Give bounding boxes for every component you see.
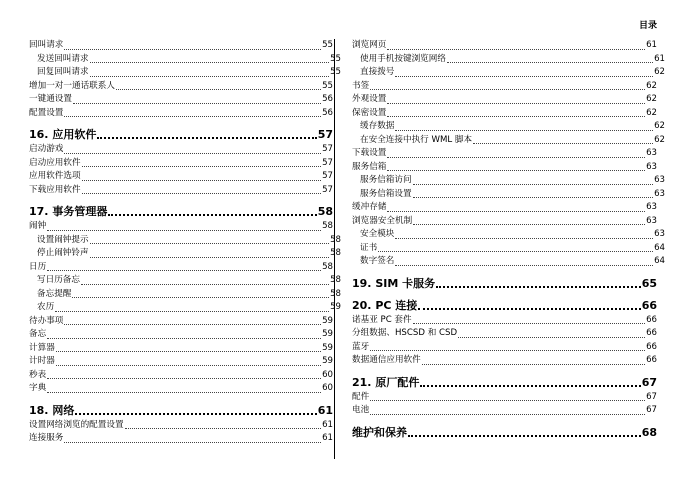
- dot-leader: [64, 442, 321, 443]
- dot-leader: [56, 365, 321, 366]
- toc-label: 服务信箱设置: [360, 188, 412, 199]
- toc-page-number: 62: [646, 80, 657, 91]
- toc-label: 书签: [352, 80, 370, 91]
- toc-page-number: 61: [322, 419, 333, 430]
- toc-label: 回叫请求: [29, 40, 64, 50]
- toc-left-column: [29, 39, 341, 459]
- dot-leader: [395, 130, 653, 131]
- toc-section-heading[interactable]: [352, 298, 657, 313]
- toc-page-number: 57: [322, 171, 333, 181]
- toc-page-number: 62: [646, 94, 657, 104]
- toc-entry[interactable]: [352, 161, 657, 175]
- toc-subentry[interactable]: [29, 247, 341, 261]
- toc-entry[interactable]: [352, 327, 657, 341]
- toc-label: 写日历备忘: [37, 275, 80, 285]
- page-header-title: 目录: [638, 21, 657, 31]
- toc-entry[interactable]: [352, 215, 657, 229]
- dot-leader: [436, 286, 641, 288]
- toc-page-number: 55: [322, 40, 333, 50]
- toc-page-number: 58: [317, 205, 333, 218]
- toc-subentry[interactable]: [352, 134, 665, 148]
- toc-label: 增加一对一通话联系人: [29, 80, 115, 91]
- toc-label: 浏览网页: [352, 40, 387, 50]
- toc-subentry[interactable]: [29, 274, 341, 288]
- toc-label: 缓存数据: [360, 121, 395, 131]
- toc-subentry[interactable]: [29, 66, 341, 80]
- dot-leader: [97, 137, 316, 139]
- dot-leader: [378, 251, 653, 252]
- toc-entry[interactable]: [29, 170, 333, 184]
- toc-page-number: 57: [322, 144, 333, 154]
- toc-label: 安全模块: [360, 229, 395, 239]
- toc-page-number: 58: [330, 288, 341, 299]
- toc-subentry[interactable]: [352, 174, 665, 188]
- dot-leader: [125, 428, 322, 429]
- toc-label: 配置设置: [29, 107, 64, 118]
- toc-label: 服务信箱: [352, 161, 387, 172]
- toc-label: 发送回叫请求: [37, 53, 89, 64]
- toc-entry[interactable]: [29, 220, 333, 234]
- toc-page-number: 66: [646, 341, 657, 352]
- toc-subentry[interactable]: [29, 53, 341, 67]
- dot-leader: [370, 350, 645, 351]
- toc-label: 计算器: [29, 342, 55, 353]
- dot-leader: [387, 157, 645, 158]
- toc-entry[interactable]: [29, 80, 333, 94]
- toc-page-number: 56: [322, 94, 333, 104]
- toc-label: 秒表: [29, 369, 47, 380]
- toc-entry[interactable]: [352, 93, 657, 107]
- toc-label: 18. 网络: [29, 403, 75, 417]
- dot-leader: [82, 166, 321, 167]
- toc-page-number: 58: [330, 234, 341, 245]
- toc-page-number: 56: [322, 107, 333, 118]
- toc-entry[interactable]: [352, 147, 657, 161]
- dot-leader: [116, 89, 321, 90]
- toc-label: 下载应用软件: [29, 184, 81, 195]
- dot-leader: [47, 230, 321, 231]
- toc-page-number: 65: [641, 276, 657, 290]
- toc-page-number: 59: [322, 329, 333, 339]
- toc-label: 数据通信应用软件: [352, 355, 421, 365]
- toc-entry[interactable]: [29, 157, 333, 171]
- dot-leader: [64, 49, 321, 50]
- toc-page-number: 63: [646, 161, 657, 172]
- toc-entry[interactable]: [29, 419, 333, 433]
- toc-entry[interactable]: [29, 355, 333, 369]
- toc-label: 在安全连接中执行 WML 脚本: [360, 134, 473, 145]
- toc-label: 配件: [352, 391, 370, 402]
- dot-leader: [447, 62, 653, 63]
- toc-label: 诺基亚 PC 套件: [352, 314, 412, 325]
- toc-label: 电池: [352, 405, 370, 415]
- toc-page-number: 61: [317, 403, 333, 417]
- toc-page-number: 59: [330, 302, 341, 312]
- toc-page-number: 55: [330, 67, 341, 77]
- toc-entry[interactable]: [352, 80, 657, 94]
- toc-label: 数字签名: [360, 256, 395, 266]
- toc-label: 一键通设置: [29, 94, 72, 104]
- toc-page-number: 63: [646, 148, 657, 158]
- toc-page-number: 63: [654, 175, 665, 185]
- toc-page-number: 61: [654, 53, 665, 64]
- toc-page-number: 66: [646, 328, 657, 338]
- toc-page-number: 66: [646, 314, 657, 325]
- toc-label: 维护和保养: [352, 425, 407, 439]
- toc-page-number: 61: [646, 40, 657, 50]
- toc-label: 19. SIM 卡服务: [352, 276, 436, 290]
- dot-leader: [56, 351, 321, 352]
- toc-label: 直接拨号: [360, 67, 395, 77]
- toc-label: 外观设置: [352, 94, 387, 104]
- dot-leader: [90, 243, 329, 244]
- toc-entry[interactable]: [352, 201, 657, 215]
- toc-entry[interactable]: [352, 354, 657, 368]
- dot-leader: [395, 238, 653, 239]
- dot-leader: [47, 378, 321, 379]
- toc-page-number: 67: [646, 405, 657, 415]
- toc-entry[interactable]: [29, 369, 333, 383]
- toc-entry[interactable]: [29, 143, 333, 157]
- toc-page-number: 62: [646, 107, 657, 118]
- toc-page-number: 64: [654, 256, 665, 266]
- toc-page-number: 68: [641, 425, 657, 439]
- toc-right-column: [352, 39, 665, 441]
- dot-leader: [47, 392, 321, 393]
- toc-section-heading[interactable]: [352, 425, 657, 440]
- toc-label: 日历: [29, 261, 47, 272]
- toc-page-number: 59: [322, 315, 333, 326]
- toc-entry[interactable]: [352, 314, 657, 328]
- toc-label: 保密设置: [352, 107, 387, 118]
- toc-label: 闹钟: [29, 221, 47, 231]
- toc-page-number: 61: [322, 433, 333, 443]
- dot-leader: [108, 214, 316, 216]
- toc-label: 回复回叫请求: [37, 67, 89, 77]
- dot-leader: [47, 338, 321, 339]
- toc-entry[interactable]: [29, 315, 333, 329]
- toc-label: 启动应用软件: [29, 157, 81, 168]
- toc-section-heading[interactable]: [29, 403, 333, 418]
- toc-page-number: 60: [322, 383, 333, 393]
- dot-leader: [422, 364, 645, 365]
- toc-page-number: 62: [654, 67, 665, 77]
- dot-leader: [64, 116, 321, 117]
- toc-label: 分组数据、HSCSD 和 CSD: [352, 328, 458, 338]
- toc-page-number: 59: [322, 342, 333, 353]
- dot-leader: [73, 103, 321, 104]
- toc-page-number: 63: [646, 215, 657, 226]
- dot-leader: [413, 197, 653, 198]
- toc-label: 待办事项: [29, 315, 64, 326]
- dot-leader: [387, 211, 645, 212]
- toc-label: 16. 应用软件: [29, 128, 97, 141]
- toc-label: 设置闹钟提示: [37, 234, 89, 245]
- toc-entry[interactable]: [352, 391, 657, 405]
- toc-section-heading[interactable]: [352, 375, 657, 390]
- toc-label: 下载设置: [352, 148, 387, 158]
- dot-leader: [370, 89, 645, 90]
- toc-label: 浏览器安全机制: [352, 215, 413, 226]
- toc-label: 20. PC 连接: [352, 298, 418, 312]
- toc-label: 应用软件选项: [29, 171, 81, 181]
- toc-page-number: 67: [641, 375, 657, 389]
- toc-label: 证书: [360, 242, 378, 253]
- dot-leader: [81, 284, 329, 285]
- dot-leader: [420, 385, 640, 387]
- toc-label: 农历: [37, 302, 55, 312]
- dot-leader: [64, 324, 321, 325]
- toc-entry[interactable]: [29, 261, 333, 275]
- toc-entry[interactable]: [29, 342, 333, 356]
- dot-leader: [395, 265, 653, 266]
- toc-entry[interactable]: [352, 404, 657, 418]
- dot-leader: [418, 308, 640, 310]
- dot-leader: [75, 413, 316, 415]
- toc-page-number: 58: [322, 261, 333, 272]
- toc-label: 字典: [29, 383, 47, 393]
- toc-label: 备忘: [29, 329, 47, 339]
- toc-subentry[interactable]: [352, 66, 665, 80]
- dot-leader: [90, 76, 329, 77]
- toc-entry[interactable]: [352, 341, 657, 355]
- toc-page-number: 59: [322, 356, 333, 366]
- toc-page-number: 57: [317, 128, 333, 141]
- toc-page-number: 60: [322, 369, 333, 380]
- dot-leader: [82, 180, 321, 181]
- toc-page-number: 62: [654, 134, 665, 145]
- toc-label: 启动游戏: [29, 144, 64, 154]
- dot-leader: [387, 103, 645, 104]
- dot-leader: [90, 62, 329, 63]
- dot-leader: [387, 170, 645, 171]
- toc-label: 蓝牙: [352, 341, 370, 352]
- toc-subentry[interactable]: [352, 228, 665, 242]
- toc-page-number: 67: [646, 391, 657, 402]
- dot-leader: [458, 337, 645, 338]
- toc-page-number: 63: [654, 188, 665, 199]
- toc-section-heading[interactable]: [29, 204, 333, 219]
- toc-label: 连接服务: [29, 433, 64, 443]
- toc-page-number: 64: [654, 242, 665, 253]
- toc-page-number: 58: [330, 275, 341, 285]
- dot-leader: [82, 193, 321, 194]
- toc-subentry[interactable]: [29, 288, 341, 302]
- dot-leader: [413, 224, 645, 225]
- dot-leader: [473, 143, 653, 144]
- toc-page-number: 57: [322, 157, 333, 168]
- toc-entry[interactable]: [29, 328, 333, 342]
- dot-leader: [413, 184, 653, 185]
- dot-leader: [370, 400, 645, 401]
- dot-leader: [387, 116, 645, 117]
- toc-entry[interactable]: [29, 184, 333, 198]
- toc-entry[interactable]: [29, 382, 333, 396]
- dot-leader: [64, 153, 321, 154]
- dot-leader: [90, 257, 329, 258]
- toc-page-number: 57: [322, 184, 333, 195]
- toc-entry[interactable]: [29, 107, 333, 121]
- toc-label: 计时器: [29, 356, 55, 366]
- toc-page-number: 58: [322, 221, 333, 231]
- toc-label: 停止闹钟铃声: [37, 248, 89, 258]
- dot-leader: [413, 323, 645, 324]
- toc-entry[interactable]: [29, 93, 333, 107]
- dot-leader: [72, 297, 329, 298]
- toc-page-number: 63: [646, 202, 657, 212]
- toc-page-number: 55: [322, 80, 333, 91]
- dot-leader: [55, 311, 329, 312]
- toc-label: 设置网络浏览的配置设置: [29, 419, 124, 430]
- dot-leader: [370, 414, 645, 415]
- dot-leader: [387, 49, 645, 50]
- toc-subentry[interactable]: [29, 234, 341, 248]
- toc-page-number: 66: [646, 355, 657, 365]
- dot-leader: [47, 270, 321, 271]
- toc-subentry[interactable]: [352, 53, 665, 67]
- toc-page-number: 58: [330, 248, 341, 258]
- toc-page-number: 66: [641, 298, 657, 312]
- toc-entry[interactable]: [352, 107, 657, 121]
- toc-label: 服务信箱访问: [360, 175, 412, 185]
- toc-label: 使用手机按键浏览网络: [360, 53, 446, 64]
- toc-entry[interactable]: [352, 39, 657, 53]
- toc-section-heading[interactable]: [352, 276, 657, 291]
- toc-subentry[interactable]: [29, 301, 341, 315]
- toc-subentry[interactable]: [352, 188, 665, 202]
- toc-page-number: 63: [654, 229, 665, 239]
- toc-subentry[interactable]: [352, 120, 665, 134]
- toc-entry[interactable]: [29, 39, 333, 53]
- toc-label: 备忘提醒: [37, 288, 72, 299]
- toc-label: 缓冲存储: [352, 202, 387, 212]
- toc-subentry[interactable]: [352, 242, 665, 256]
- toc-page-number: 55: [330, 53, 341, 64]
- toc-subentry[interactable]: [352, 255, 665, 269]
- dot-leader: [395, 76, 653, 77]
- dot-leader: [408, 435, 641, 437]
- toc-label: 21. 原厂配件: [352, 375, 420, 389]
- toc-entry[interactable]: [29, 432, 333, 446]
- toc-page-number: 62: [654, 121, 665, 131]
- toc-label: 17. 事务管理器: [29, 205, 108, 218]
- toc-section-heading[interactable]: [29, 127, 333, 142]
